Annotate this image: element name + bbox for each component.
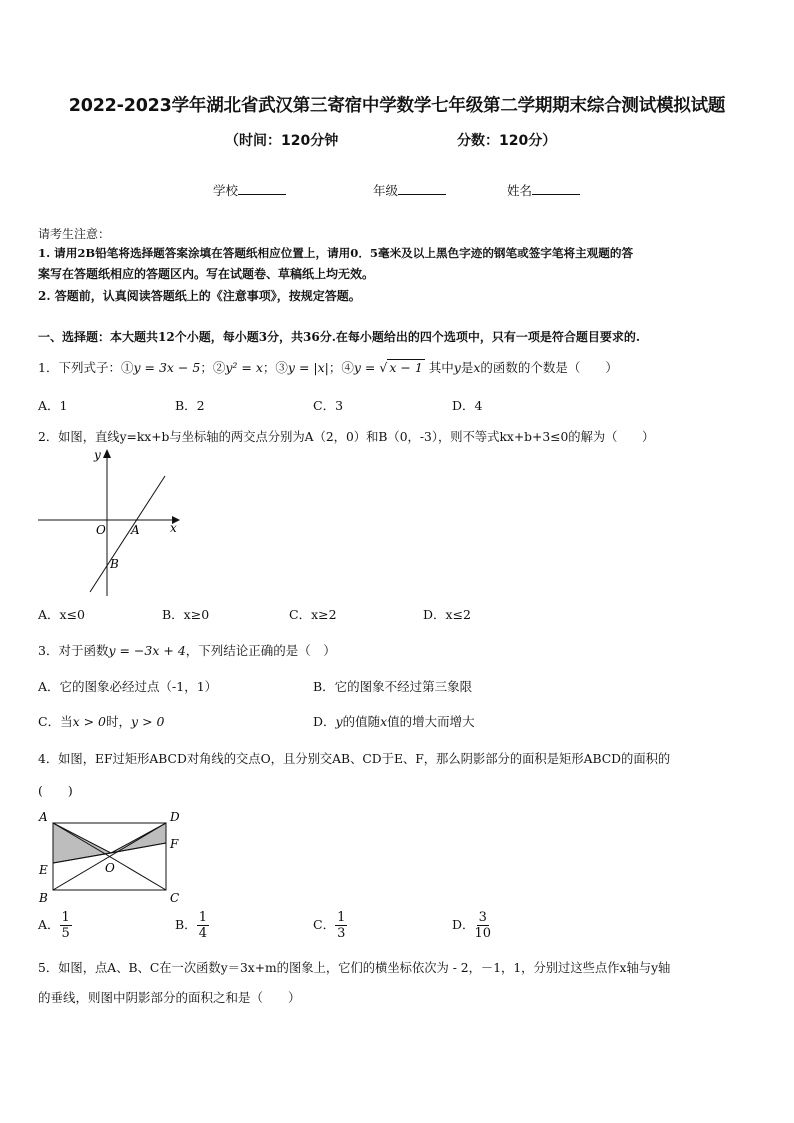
q4-option-c[interactable]: [313, 910, 347, 941]
q1-sep3: ；③: [262, 360, 288, 375]
q4-label-a: A: [39, 810, 48, 824]
q3-c-pre: C．当: [38, 714, 73, 729]
q4-figure: [34, 806, 194, 908]
q1-expr4-radicand: x − 1: [389, 360, 423, 375]
q1-option-c[interactable]: C．3: [313, 398, 344, 413]
q1-expr4-y: y =: [353, 360, 380, 375]
q4-b-den: 4: [198, 926, 207, 941]
q1-expr3-y: y =: [287, 360, 314, 375]
grade-label: 年级: [373, 183, 399, 198]
q1-expr1: y = 3x − 5: [133, 360, 201, 375]
q3-option-d[interactable]: [313, 712, 475, 730]
q2-option-b[interactable]: B．x≥0: [162, 607, 210, 622]
q2-option-d[interactable]: D．x≤2: [423, 607, 471, 622]
exam-score: 分数：120分）: [457, 133, 557, 149]
q2-label-b: B: [110, 557, 119, 571]
q1-var-y: y: [453, 360, 461, 375]
q4-b-num: 1: [198, 910, 207, 925]
q4-d-num: 3: [478, 910, 487, 925]
q4-c-label: C．: [313, 917, 336, 932]
q4-option-d[interactable]: [452, 910, 491, 941]
name-field: [507, 181, 580, 199]
school-label: 学校: [213, 183, 239, 198]
q3-prefix: 3．对于函数: [38, 643, 109, 658]
q1-mid2: 是: [460, 360, 474, 375]
q3-c-mid: 时，: [106, 714, 132, 729]
notice-line3: 2. 答题前，认真阅读答题纸上的《注意事项》，按规定答题。: [38, 289, 361, 303]
q2-label-x: x: [170, 521, 177, 535]
name-blank[interactable]: [532, 182, 580, 195]
q4-d-den: 10: [474, 926, 492, 941]
q4-label-e: E: [39, 863, 48, 877]
q3-d-pre: D．: [313, 714, 336, 729]
q3-tail: ，下列结论正确的是（ ）: [185, 643, 336, 658]
q2-option-a[interactable]: A．x≤0: [38, 607, 86, 622]
school-field: [213, 181, 286, 199]
q4-label-b: B: [39, 891, 48, 905]
q3-option-b[interactable]: B．它的图象不经过第三象限: [313, 679, 473, 694]
q3-d-tail: 值的增大而增大: [387, 714, 475, 729]
question-4: 4．如图，EF过矩形ABCD对角线的交点O，且分别交AB、CD于E、F，那么阴影部分的面积是矩形ABCD的面积的: [38, 752, 671, 766]
q1-sep4: ；④: [328, 360, 354, 375]
q4-a-num: 1: [61, 910, 70, 925]
q3-d-mid: 的值随: [342, 714, 381, 729]
q1-expr2: y² = x: [225, 360, 263, 375]
question-3: [38, 641, 336, 659]
notice-line1: 1. 请用2B铅笔将选择题答案涂填在答题纸相应位置上，请用0．5毫米及以上黑色字迹的钢笔或签字笔将主观题的答: [38, 246, 634, 260]
q4-option-b[interactable]: [175, 910, 209, 941]
q3-expr: y = −3x + 4: [108, 643, 186, 658]
notice-line2: 案写在答题纸相应的答题区内。写在试题卷、草稿纸上均无效。: [38, 267, 375, 281]
name-label: 姓名: [507, 183, 533, 198]
q1-sep2: ；②: [200, 360, 226, 375]
q4-b-label: B．: [175, 917, 197, 932]
q4-c-num: 1: [337, 910, 346, 925]
q1-expr3-abs: |x|: [313, 360, 329, 375]
q3-option-c[interactable]: [38, 712, 164, 730]
exam-time: （时间：120分钟: [225, 133, 339, 149]
q4-d-label: D．: [452, 917, 475, 932]
question-5-line1: 5．如图，点A、B、C在一次函数y＝3x+m的图象上，它们的横坐标依次为 - 2，－1，1，分别过这些点作x轴与y轴: [38, 961, 671, 975]
q4-a-den: 5: [61, 926, 70, 941]
q1-tail: 的函数的个数是（ ）: [480, 360, 618, 375]
q1-mid: 其中: [428, 360, 454, 375]
q3-d-x: x: [380, 714, 388, 729]
q4-shade-left: [53, 823, 111, 863]
question-5-line2: 的垂线，则图中阴影部分的面积之和是（ ）: [38, 990, 301, 1005]
q1-var-x: x: [473, 360, 481, 375]
q4-c-den: 3: [337, 926, 346, 941]
q4-label-d: D: [170, 810, 180, 824]
grade-blank[interactable]: [398, 182, 446, 195]
page-title: 2022-2023学年湖北省武汉第三寄宿中学数学七年级第二学期期末综合测试模拟试题: [68, 96, 726, 116]
notice-heading: 请考生注意：: [38, 227, 111, 241]
q1-option-d[interactable]: D．4: [452, 398, 483, 413]
q4-paren: ( ): [38, 783, 73, 798]
q3-c-res: y > 0: [131, 714, 165, 729]
question-2: 2．如图，直线y=kx+b与坐标轴的两交点分别为A（2，0）和B（0，-3），则不等式kx+b+3≤0的解为（ ）: [38, 430, 655, 444]
q2-option-c[interactable]: C．x≥2: [289, 607, 337, 622]
question-1: 1．下列式子：①y = 3x − 5；②y² = x；③y = |x|；④y = √ x − 1 其中y是x的函数的个数是（ ）: [38, 360, 618, 375]
q3-c-cond: x > 0: [72, 714, 107, 729]
q4-option-a[interactable]: [38, 910, 72, 941]
q2-y-arrow: [103, 449, 111, 458]
grade-field: [373, 181, 446, 199]
q3-option-a[interactable]: A．它的图象必经过点（-1，1）: [38, 679, 218, 694]
section-heading: 一、选择题：本大题共12个小题，每小题3分，共36分.在每小题给出的四个选项中，只有一项是符合题目要求的.: [38, 330, 641, 344]
q2-label-a: A: [131, 523, 140, 537]
q1-option-b[interactable]: B．2: [175, 398, 205, 413]
q2-label-y: y: [94, 448, 101, 462]
q4-label-f: F: [170, 837, 179, 851]
q2-graph: [34, 446, 184, 596]
q4-label-o: O: [105, 861, 115, 875]
q4-a-label: A．: [38, 917, 60, 932]
q1-prefix: 1．下列式子：①: [38, 360, 134, 375]
q4-label-c: C: [170, 891, 180, 905]
q2-label-o: O: [96, 523, 106, 537]
q1-option-a[interactable]: A．1: [38, 398, 68, 413]
school-blank[interactable]: [238, 182, 286, 195]
q3-d-y: y: [335, 714, 343, 729]
